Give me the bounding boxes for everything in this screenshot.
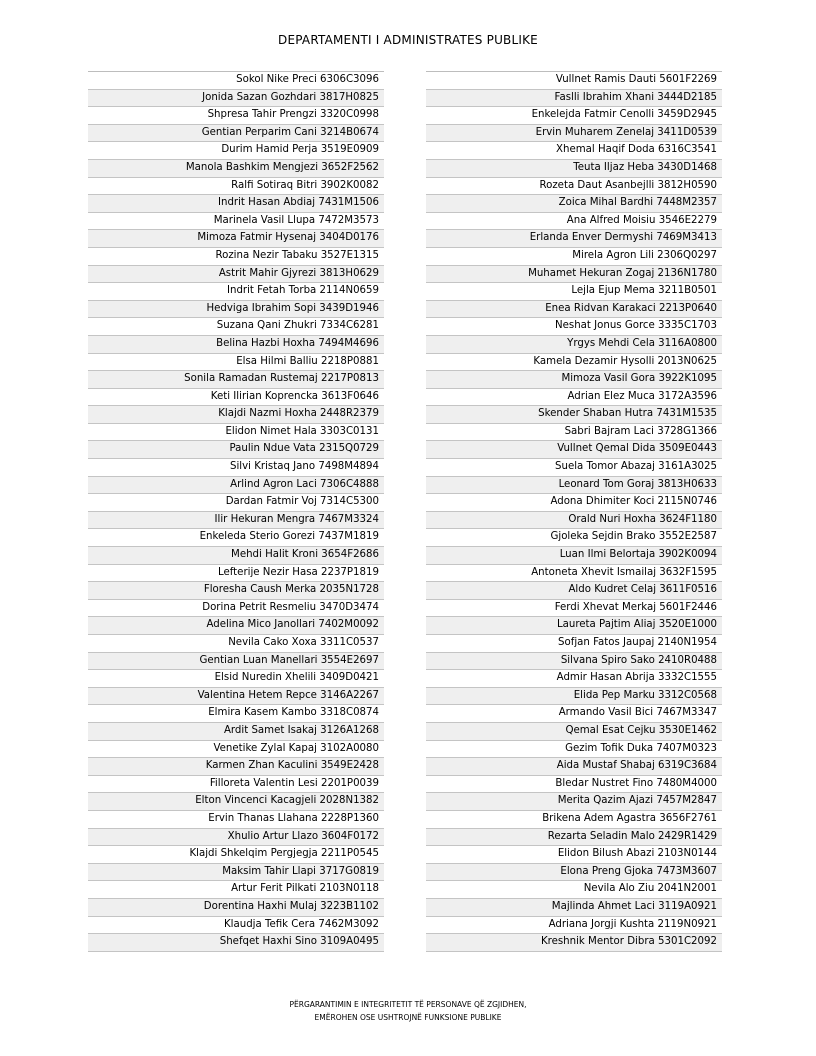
list-item: Kreshnik Mentor Dibra 5301C2092 [426,934,722,952]
list-item: Filloreta Valentin Lesi 2201P0039 [88,776,384,794]
list-item: Sabri Bajram Laci 3728G1366 [426,424,722,442]
list-item: Elida Pep Marku 3312C0568 [426,688,722,706]
list-item: Ana Alfred Moisiu 3546E2279 [426,213,722,231]
list-item: Gezim Tofik Duka 7407M0323 [426,741,722,759]
list-item: Floresha Caush Merka 2035N1728 [88,582,384,600]
list-item: Kamela Dezamir Hysolli 2013N0625 [426,354,722,372]
list-item: Paulin Ndue Vata 2315Q0729 [88,441,384,459]
list-item: Klajdi Nazmi Hoxha 2448R2379 [88,406,384,424]
list-item: Durim Hamid Perja 3519E0909 [88,142,384,160]
list-item: Ervin Muharem Zenelaj 3411D0539 [426,125,722,143]
list-item: Elton Vincenci Kacagjeli 2028N1382 [88,793,384,811]
list-item: Klajdi Shkelqim Pergjegja 2211P0545 [88,846,384,864]
list-item: Mirela Agron Lili 2306Q0297 [426,248,722,266]
list-item: Enea Ridvan Karakaci 2213P0640 [426,301,722,319]
list-item: Lefterije Nezir Hasa 2237P1819 [88,565,384,583]
list-item: Merita Qazim Ajazi 7457M2847 [426,793,722,811]
list-item: Elsid Nuredin Xhelili 3409D0421 [88,670,384,688]
list-item: Ardit Samet Isakaj 3126A1268 [88,723,384,741]
list-item: Marinela Vasil Llupa 7472M3573 [88,213,384,231]
footer-line-2: EMËROHEN OSE USHTROJNË FUNKSIONE PUBLIKE [314,1013,502,1022]
list-item: Elmira Kasem Kambo 3318C0874 [88,705,384,723]
list-item: Brikena Adem Agastra 3656F2761 [426,811,722,829]
list-item: Gjoleka Sejdin Brako 3552E2587 [426,529,722,547]
list-item: Keti Ilirian Koprencka 3613F0646 [88,389,384,407]
list-item: Adelina Mico Janollari 7402M0092 [88,617,384,635]
list-item: Mehdi Halit Kroni 3654F2686 [88,547,384,565]
list-item: Xhulio Artur Llazo 3604F0172 [88,829,384,847]
list-item: Vullnet Qemal Dida 3509E0443 [426,441,722,459]
list-item: Aida Mustaf Shabaj 6319C3684 [426,758,722,776]
list-item: Arlind Agron Laci 7306C4888 [88,477,384,495]
right-name-list [426,71,722,952]
list-item: Sonila Ramadan Rustemaj 2217P0813 [88,371,384,389]
list-item: Leonard Tom Goraj 3813H0633 [426,477,722,495]
list-item: Skender Shaban Hutra 7431M1535 [426,406,722,424]
list-item: Karmen Zhan Kaculini 3549E2428 [88,758,384,776]
list-item: Enkelejda Fatmir Cenolli 3459D2945 [426,107,722,125]
list-item: Erlanda Enver Dermyshi 7469M3413 [426,230,722,248]
list-item: Artur Ferit Pilkati 2103N0118 [88,881,384,899]
list-item: Nevila Cako Xoxa 3311C0537 [88,635,384,653]
page-footer [0,998,816,1024]
list-item: Elona Preng Gjoka 7473M3607 [426,864,722,882]
list-item: Maksim Tahir Llapi 3717G0819 [88,864,384,882]
list-item: Nevila Alo Ziu 2041N2001 [426,881,722,899]
list-item: Venetike Zylal Kapaj 3102A0080 [88,741,384,759]
list-item: Luan Ilmi Belortaja 3902K0094 [426,547,722,565]
footer-line-1: PËRGARANTIMIN E INTEGRITETIT TË PERSONAVE QË ZGJIDHEN, [289,1000,527,1009]
list-item: Elidon Bilush Abazi 2103N0144 [426,846,722,864]
list-item: Silvi Kristaq Jano 7498M4894 [88,459,384,477]
list-item: Jonida Sazan Gozhdari 3817H0825 [88,90,384,108]
list-item: Indrit Fetah Torba 2114N0659 [88,283,384,301]
list-item: Mimoza Fatmir Hysenaj 3404D0176 [88,230,384,248]
list-item: Suela Tomor Abazaj 3161A3025 [426,459,722,477]
list-item: Orald Nuri Hoxha 3624F1180 [426,512,722,530]
list-item: Ervin Thanas Llahana 2228P1360 [88,811,384,829]
list-item: Laureta Pajtim Aliaj 3520E1000 [426,617,722,635]
left-name-list [88,71,384,952]
list-item: Shefqet Haxhi Sino 3109A0495 [88,934,384,952]
list-item: Faslli Ibrahim Xhani 3444D2185 [426,90,722,108]
list-item: Dorina Petrit Resmeliu 3470D3474 [88,600,384,618]
list-item: Gentian Luan Manellari 3554E2697 [88,653,384,671]
list-item: Sofjan Fatos Jaupaj 2140N1954 [426,635,722,653]
list-item: Adona Dhimiter Koci 2115N0746 [426,494,722,512]
list-item: Ilir Hekuran Mengra 7467M3324 [88,512,384,530]
page-title: DEPARTAMENTI I ADMINISTRATES PUBLIKE [278,33,538,47]
list-item: Antoneta Xhevit Ismailaj 3632F1595 [426,565,722,583]
list-item: Manola Bashkim Mengjezi 3652F2562 [88,160,384,178]
list-item: Rezarta Seladin Malo 2429R1429 [426,829,722,847]
list-item: Enkeleda Sterio Gorezi 7437M1819 [88,529,384,547]
list-item: Zoica Mihal Bardhi 7448M2357 [426,195,722,213]
list-item: Mimoza Vasil Gora 3922K1095 [426,371,722,389]
list-item: Armando Vasil Bici 7467M3347 [426,705,722,723]
list-item: Elsa Hilmi Balliu 2218P0881 [88,354,384,372]
list-item: Rozeta Daut Asanbejlli 3812H0590 [426,178,722,196]
list-item: Belina Hazbi Hoxha 7494M4696 [88,336,384,354]
list-item: Adrian Elez Muca 3172A3596 [426,389,722,407]
list-item: Ralfi Sotiraq Bitri 3902K0082 [88,178,384,196]
list-item: Admir Hasan Abrija 3332C1555 [426,670,722,688]
list-item: Lejla Ejup Mema 3211B0501 [426,283,722,301]
list-item: Yrgys Mehdi Cela 3116A0800 [426,336,722,354]
list-item: Dorentina Haxhi Mulaj 3223B1102 [88,899,384,917]
list-item: Muhamet Hekuran Zogaj 2136N1780 [426,266,722,284]
list-item: Gentian Perparim Cani 3214B0674 [88,125,384,143]
list-item: Sokol Nike Preci 6306C3096 [88,72,384,90]
list-item: Suzana Qani Zhukri 7334C6281 [88,318,384,336]
list-item: Elidon Nimet Hala 3303C0131 [88,424,384,442]
list-item: Teuta Iljaz Heba 3430D1468 [426,160,722,178]
list-item: Hedviga Ibrahim Sopi 3439D1946 [88,301,384,319]
list-item: Vullnet Ramis Dauti 5601F2269 [426,72,722,90]
list-item: Qemal Esat Cejku 3530E1462 [426,723,722,741]
list-item: Aldo Kudret Celaj 3611F0516 [426,582,722,600]
list-item: Majlinda Ahmet Laci 3119A0921 [426,899,722,917]
list-item: Dardan Fatmir Voj 7314C5300 [88,494,384,512]
list-item: Valentina Hetem Repce 3146A2267 [88,688,384,706]
list-item: Indrit Hasan Abdiaj 7431M1506 [88,195,384,213]
list-item: Klaudja Tefik Cera 7462M3092 [88,917,384,935]
list-item: Neshat Jonus Gorce 3335C1703 [426,318,722,336]
list-item: Ferdi Xhevat Merkaj 5601F2446 [426,600,722,618]
list-item: Xhemal Haqif Doda 6316C3541 [426,142,722,160]
list-item: Bledar Nustret Fino 7480M4000 [426,776,722,794]
list-item: Astrit Mahir Gjyrezi 3813H0629 [88,266,384,284]
list-item: Silvana Spiro Sako 2410R0488 [426,653,722,671]
list-item: Rozina Nezir Tabaku 3527E1315 [88,248,384,266]
list-item: Adriana Jorgji Kushta 2119N0921 [426,917,722,935]
list-item: Shpresa Tahir Prengzi 3320C0998 [88,107,384,125]
